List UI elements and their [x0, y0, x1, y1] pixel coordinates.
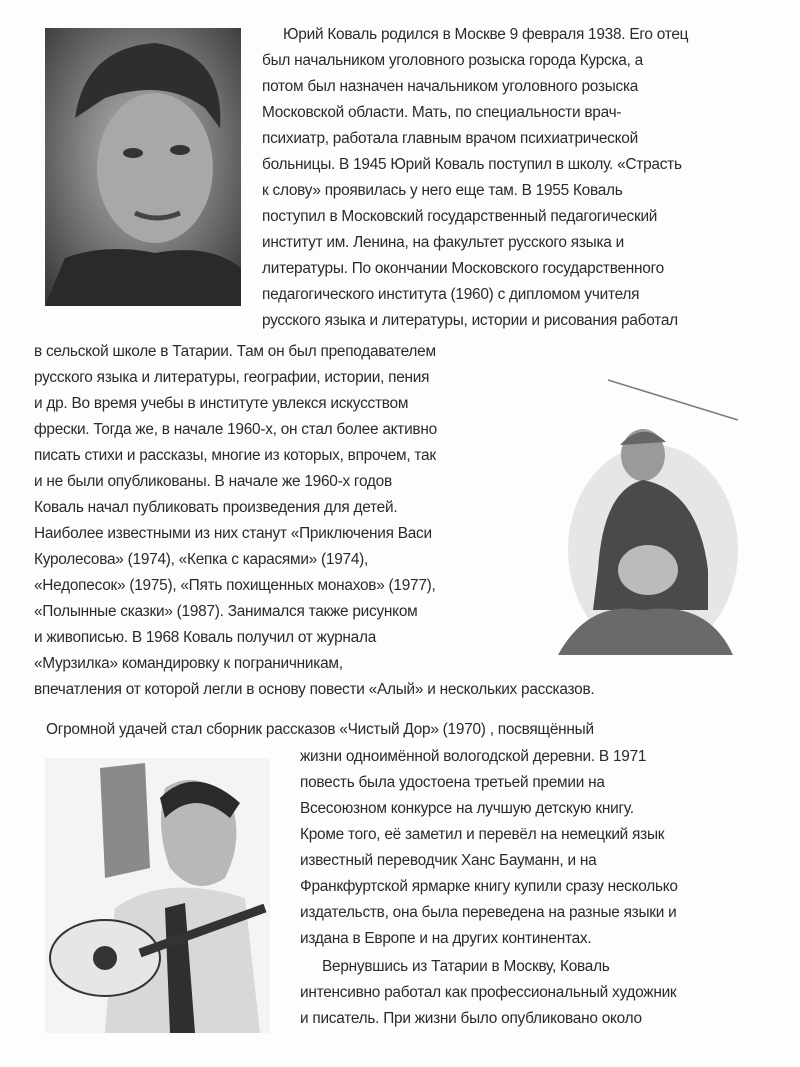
text-line: издательств, она была переведена на разные языки и [300, 904, 677, 921]
text-line: жизни одноимённой вологодской деревни. В 1971 [300, 748, 647, 765]
photo-with-guitar [45, 758, 270, 1033]
text-line: был начальником уголовного розыска города Курска, а [262, 52, 643, 69]
text-line: русского языка и литературы, географии, истории, пения [34, 369, 430, 386]
text-line: институт им. Ленина, на факультет русского языка и [262, 234, 624, 251]
text-line: «Мурзилка» командировку к пограничникам, [34, 655, 343, 672]
text-line: потом был назначен начальником уголовного розыска [262, 78, 639, 95]
text-line: впечатления от которой легли в основу повести «Алый» и нескольких рассказов. [34, 681, 595, 698]
text-line: «Недопесок» (1975), «Пять похищенных монахов» (1977), [34, 577, 436, 594]
text-line: Огромной удачей стал сборник рассказов «Чистый Дор» (1970) , посвящённый [46, 721, 594, 738]
text-line: и др. Во время учебы в институте увлекся искусством [34, 395, 409, 412]
text-line: писать стихи и рассказы, многие из которых, впрочем, так [34, 447, 436, 464]
text-line: «Полынные сказки» (1987). Занимался также рисунком [34, 603, 418, 620]
text-line: психиатр, работала главным врачом психиатрической [262, 130, 638, 147]
text-line: к слову» проявилась у него еще там. В 1955 Коваль [262, 182, 623, 199]
text-line: и живописью. В 1968 Коваль получил от журнала [34, 629, 377, 646]
text-line: Куролесова» (1974), «Кепка с карасями» (1974), [34, 551, 369, 568]
text-line: Кроме того, её заметил и перевёл на немецкий язык [300, 826, 665, 843]
text-line: издана в Европе и на других континентах. [300, 930, 592, 947]
text-line: больницы. В 1945 Юрий Коваль поступил в школу. «Страсть [262, 156, 682, 173]
text-line: и писатель. При жизни было опубликовано около [300, 1010, 642, 1027]
text-line: Франкфуртской ярмарке книгу купили сразу несколько [300, 878, 678, 895]
text-line: Вернувшись из Татарии в Москву, Коваль [322, 958, 610, 975]
text-line: интенсивно работал как профессиональный художник [300, 984, 677, 1001]
text-line: Наиболее известными из них станут «Приключения Васи [34, 525, 432, 542]
text-line: Всесоюзном конкурсе на лучшую детскую книгу. [300, 800, 634, 817]
text-line: известный переводчик Ханс Бауманн, и на [300, 852, 597, 869]
text-line: поступил в Московский государственный педагогический [262, 208, 658, 225]
text-line: и не были опубликованы. В начале же 1960-х годов [34, 473, 392, 490]
text-line: русского языка и литературы, истории и рисования работал [262, 312, 678, 329]
text-line: фрески. Тогда же, в начале 1960-х, он стал более активно [34, 421, 437, 438]
text-line: повесть была удостоена третьей премии на [300, 774, 605, 791]
text-line: литературы. По окончании Московского государственного [262, 260, 664, 277]
portrait-photo [45, 28, 241, 306]
photo-with-dog [548, 370, 738, 655]
text-line: Юрий Коваль родился в Москве 9 февраля 1938. Его отец [283, 26, 689, 43]
text-line: Коваль начал публиковать произведения для детей. [34, 499, 398, 516]
text-line: Московской области. Мать, по специальности врач- [262, 104, 622, 121]
text-line: в сельской школе в Татарии. Там он был преподавателем [34, 343, 436, 360]
text-line: педагогического института (1960) с дипломом учителя [262, 286, 640, 303]
